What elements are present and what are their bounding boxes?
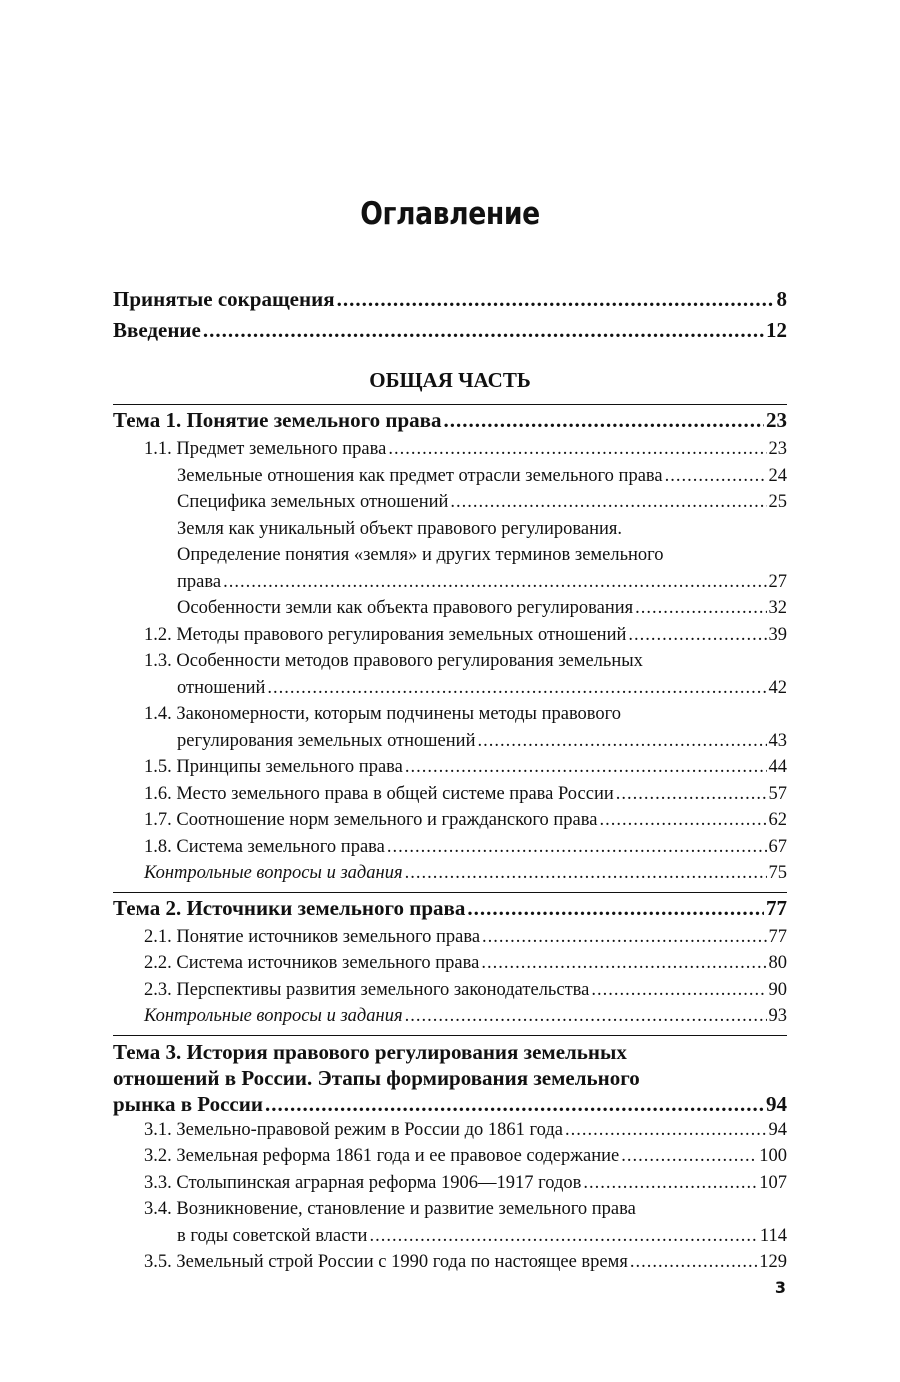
toc-entry-3-4[interactable] xyxy=(113,1196,787,1249)
toc-page-number: 93 xyxy=(768,1006,787,1026)
toc-entry-text-line: Земля как уникальный объект правового регулирования. xyxy=(177,518,623,539)
toc-page-number: 12 xyxy=(766,318,787,342)
toc-entry-text: Земельные отношения как предмет отрасли земельного права xyxy=(177,465,663,486)
toc-entry-text-line: Определение понятия «земля» и других терминов земельного xyxy=(177,545,664,565)
toc-entry-1-4[interactable] xyxy=(113,701,787,754)
toc-entry-text-line: Тема 3. История правового регулирования земельных xyxy=(113,1039,627,1064)
toc-page-number: 25 xyxy=(768,492,787,512)
toc-page-number: 42 xyxy=(768,677,787,698)
toc-entry-3-5[interactable] xyxy=(113,1249,787,1276)
toc-entry-text: Тема 2. Источники земельного права xyxy=(113,895,466,920)
toc-page-number: 32 xyxy=(768,598,787,618)
toc-entry-text: права xyxy=(177,571,222,592)
toc-entry-3-1[interactable] xyxy=(113,1117,787,1144)
toc-topic-3[interactable] xyxy=(113,1039,787,1117)
toc-entry-text: регулирования земельных отношений xyxy=(177,730,476,751)
toc-entry-text: Принятые сокращения xyxy=(113,287,335,311)
toc-page-number: 44 xyxy=(768,757,787,777)
toc-page-number: 80 xyxy=(768,953,787,973)
toc-entry-text: 2.1. Понятие источников земельного права xyxy=(144,926,481,947)
toc-entry-1-1-a[interactable] xyxy=(113,463,787,490)
table-of-contents xyxy=(113,284,787,1276)
toc-entry-text: 1.2. Методы правового регулирования земельных отношений xyxy=(144,624,627,645)
toc-entry-questions-1[interactable] xyxy=(113,860,787,887)
toc-entry-1-5[interactable] xyxy=(113,754,787,781)
toc-entry-abbreviations[interactable] xyxy=(113,284,787,315)
toc-entry-text: Введение xyxy=(113,318,201,342)
toc-page-number: 43 xyxy=(768,730,787,751)
toc-entry-text: 1.6. Место земельного права в общей системе права России xyxy=(144,783,614,804)
toc-entry-1-6[interactable] xyxy=(113,781,787,808)
toc-entry-text-line: 3.4. Возникновение, становление и развитие земельного права xyxy=(144,1199,636,1219)
toc-entry-text: 2.3. Перспективы развития земельного законодательства xyxy=(144,979,590,1000)
toc-page-number: 90 xyxy=(768,979,787,1000)
toc-entry-1-2[interactable] xyxy=(113,622,787,649)
toc-page-number: 23 xyxy=(768,439,787,459)
toc-page-number: 75 xyxy=(768,863,787,883)
toc-page-number: 100 xyxy=(759,1146,787,1166)
toc-entry-text: 3.2. Земельная реформа 1861 года и ее правовое содержание xyxy=(144,1146,620,1166)
toc-page-number: 114 xyxy=(759,1225,787,1246)
toc-page-number: 77 xyxy=(766,895,787,920)
page-number: 3 xyxy=(774,1278,786,1297)
toc-page-number: 67 xyxy=(768,836,787,857)
toc-entry-3-2[interactable] xyxy=(113,1143,787,1170)
toc-entry-1-7[interactable] xyxy=(113,807,787,834)
toc-page-number: 94 xyxy=(766,1091,787,1116)
toc-topic-1[interactable] xyxy=(113,405,787,436)
toc-entry-questions-2[interactable] xyxy=(113,1003,787,1030)
toc-page-number: 24 xyxy=(768,465,787,486)
toc-entry-text: 1.5. Принципы земельного права xyxy=(144,757,403,777)
section-divider xyxy=(113,1035,787,1036)
toc-entry-text: 2.2. Система источников земельного права xyxy=(144,953,480,973)
toc-entry-text: Специфика земельных отношений xyxy=(177,492,449,512)
toc-page-number: 94 xyxy=(768,1119,787,1140)
toc-entry-text-line: отношений в России. Этапы формирования земельного xyxy=(113,1065,640,1090)
toc-entry-2-2[interactable] xyxy=(113,950,787,977)
toc-entry-introduction[interactable] xyxy=(113,315,787,346)
toc-page-number: 27 xyxy=(768,571,787,592)
toc-entry-2-1[interactable] xyxy=(113,924,787,951)
toc-page-number: 23 xyxy=(766,408,787,432)
toc-entry-text-line: 1.3. Особенности методов правового регулирования земельных xyxy=(144,651,643,671)
toc-entry-text: в годы советской власти xyxy=(177,1225,368,1246)
toc-page-number: 62 xyxy=(768,810,787,830)
toc-entry-text: рынка в России xyxy=(113,1091,263,1116)
toc-page-number: 57 xyxy=(768,783,787,804)
toc-entry-text: Контрольные вопросы и задания xyxy=(144,1006,403,1026)
toc-entry-text: отношений xyxy=(177,677,266,698)
toc-page-number: 39 xyxy=(768,624,787,645)
toc-entry-1-1-d[interactable] xyxy=(113,595,787,622)
toc-entry-text: 3.3. Столыпинская аграрная реформа 1906—1917 годов xyxy=(144,1172,582,1193)
toc-entry-1-3[interactable] xyxy=(113,648,787,701)
toc-entry-text: 1.7. Соотношение норм земельного и гражданского права xyxy=(144,810,598,830)
toc-page-number: 129 xyxy=(759,1252,787,1272)
toc-entry-1-1-b[interactable] xyxy=(113,489,787,516)
toc-entry-1-1[interactable] xyxy=(113,436,787,463)
toc-topic-2[interactable] xyxy=(113,893,787,924)
toc-page-number: 107 xyxy=(759,1172,787,1193)
toc-entry-3-3[interactable] xyxy=(113,1170,787,1197)
toc-entry-text-line: 1.4. Закономерности, которым подчинены методы правового xyxy=(144,704,622,724)
toc-page-number: 8 xyxy=(776,287,787,311)
toc-entry-text: 1.1. Предмет земельного права xyxy=(144,439,387,459)
toc-page-number: 77 xyxy=(768,926,787,947)
toc-entry-text: 3.1. Земельно-правовой режим в России до 1861 года xyxy=(144,1119,563,1140)
page-title: Оглавление xyxy=(360,196,540,232)
toc-entry-text: 1.8. Система земельного права xyxy=(144,836,385,857)
toc-entry-1-1-c[interactable] xyxy=(113,516,787,596)
toc-entry-text: Тема 1. Понятие земельного права xyxy=(113,408,442,432)
toc-entry-1-8[interactable] xyxy=(113,834,787,861)
toc-entry-2-3[interactable] xyxy=(113,977,787,1004)
toc-entry-text: Контрольные вопросы и задания xyxy=(144,863,403,883)
toc-entry-text: Особенности земли как объекта правового регулирования xyxy=(177,598,634,618)
part-heading: ОБЩАЯ ЧАСТЬ xyxy=(369,368,531,392)
toc-entry-text: 3.5. Земельный строй России с 1990 года по настоящее время xyxy=(144,1252,628,1272)
